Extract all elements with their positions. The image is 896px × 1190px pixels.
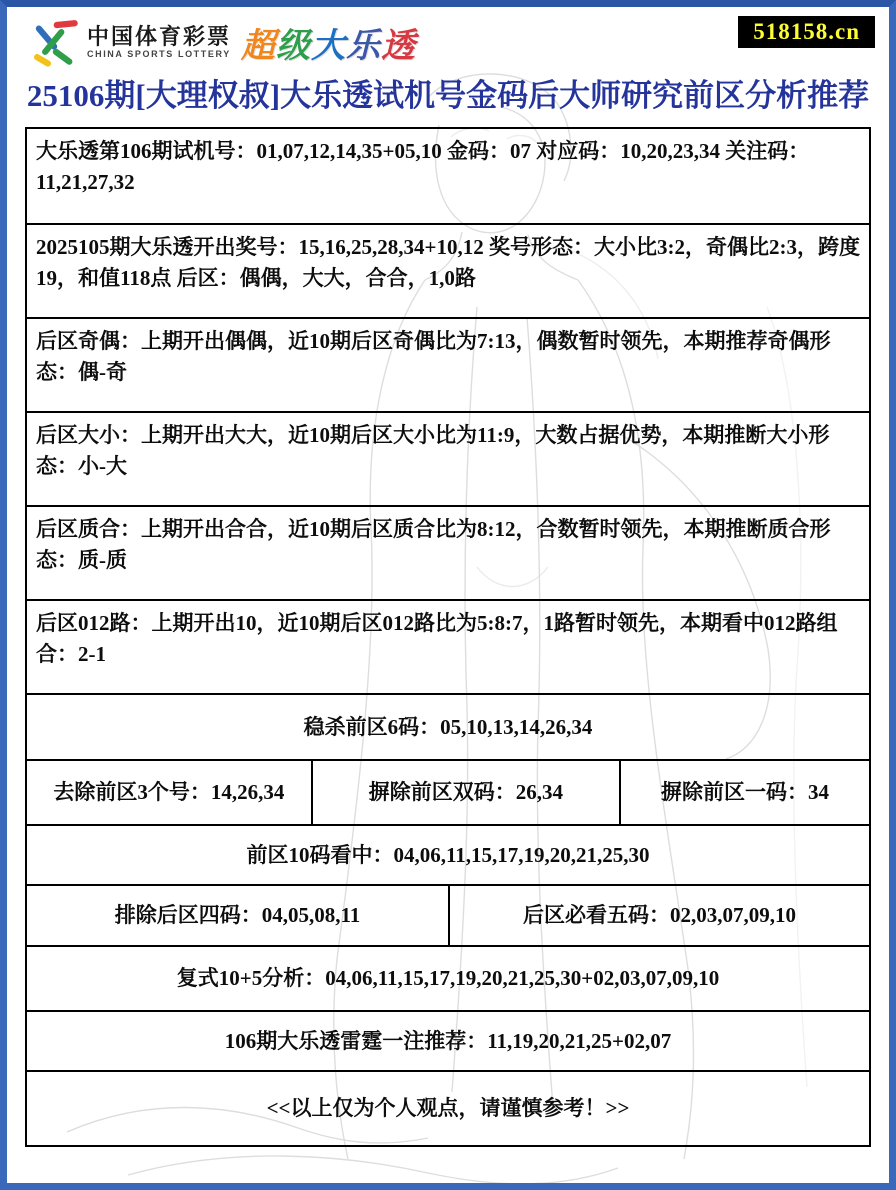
remove-front-1-cell: 摒除前区一码：34 xyxy=(619,761,869,824)
remove-codes-row xyxy=(27,759,869,824)
product-char: 乐 xyxy=(346,26,382,65)
must-see-back-5-cell: 后区必看五码：02,03,07,09,10 xyxy=(448,886,869,945)
single-bet-recommendation-row: 106期大乐透雷霆一注推荐：11,19,20,21,25+02,07 xyxy=(27,1010,869,1070)
header xyxy=(29,15,416,69)
product-name-super-lotto xyxy=(241,18,416,67)
kill-front-6-codes-row: 稳杀前区6码：05,10,13,14,26,34 xyxy=(27,693,869,759)
compound-analysis-row: 复式10+5分析：04,06,11,15,17,19,20,21,25,30+02,03,07,09,10 xyxy=(27,945,869,1010)
remove-front-3-cell: 去除前区3个号：14,26,34 xyxy=(53,780,285,804)
site-url-badge: 518158.cn xyxy=(738,16,875,48)
backzone-prime-row: 后区质合：上期开出合合，近10期后区质合比为8:12，合数暂时领先，本期推断质合形态：质-质 xyxy=(27,505,869,599)
disclaimer-row: <<以上仅为个人观点，请谨慎参考！>> xyxy=(27,1070,869,1145)
brand-name-english: CHINA SPORTS LOTTERY xyxy=(87,48,231,59)
exclude-back-4-cell: 排除后区四码：04,05,08,11 xyxy=(114,903,361,927)
backzone-codes-row xyxy=(27,884,869,945)
china-sports-lottery-logo-icon xyxy=(29,17,81,67)
draw-result-row: 2025105期大乐透开出奖号：15,16,25,28,34+10,12 奖号形态：大小比3:2，奇偶比2:3，跨度19，和值118点 后区：偶偶，大大，合合，1,0路 xyxy=(27,223,869,317)
trial-number-row: 大乐透第106期试机号：01,07,12,14,35+05,10 金码：07 对应码：10,20,23,34 关注码：11,21,27,32 xyxy=(36,139,810,194)
backzone-size-row: 后区大小：上期开出大大，近10期后区大小比为11:9，大数占据优势，本期推断大小形态：小-大 xyxy=(27,411,869,505)
page-title: 25106期[大理权叔]大乐透试机号金码后大师研究前区分析推荐 xyxy=(26,78,870,113)
product-char: 透 xyxy=(381,26,417,65)
product-char: 级 xyxy=(276,26,312,65)
remove-front-2-cell: 摒除前区双码：26,34 xyxy=(311,761,619,824)
backzone-012-row: 后区012路：上期开出10，近10期后区012路比为5:8:7，1路暂时领先，本期看中012路组合：2-1 xyxy=(27,599,869,693)
backzone-oddeven-row: 后区奇偶：上期开出偶偶，近10期后区奇偶比为7:13，偶数暂时领先，本期推荐奇偶形态：偶-奇 xyxy=(27,317,869,411)
front-10-codes-row: 前区10码看中：04,06,11,15,17,19,20,21,25,30 xyxy=(27,824,869,884)
brand-text xyxy=(87,25,231,60)
product-char: 大 xyxy=(311,26,347,65)
brand-name-chinese: 中国体育彩票 xyxy=(87,23,232,49)
product-char: 超 xyxy=(241,26,277,65)
analysis-table xyxy=(25,127,871,1147)
